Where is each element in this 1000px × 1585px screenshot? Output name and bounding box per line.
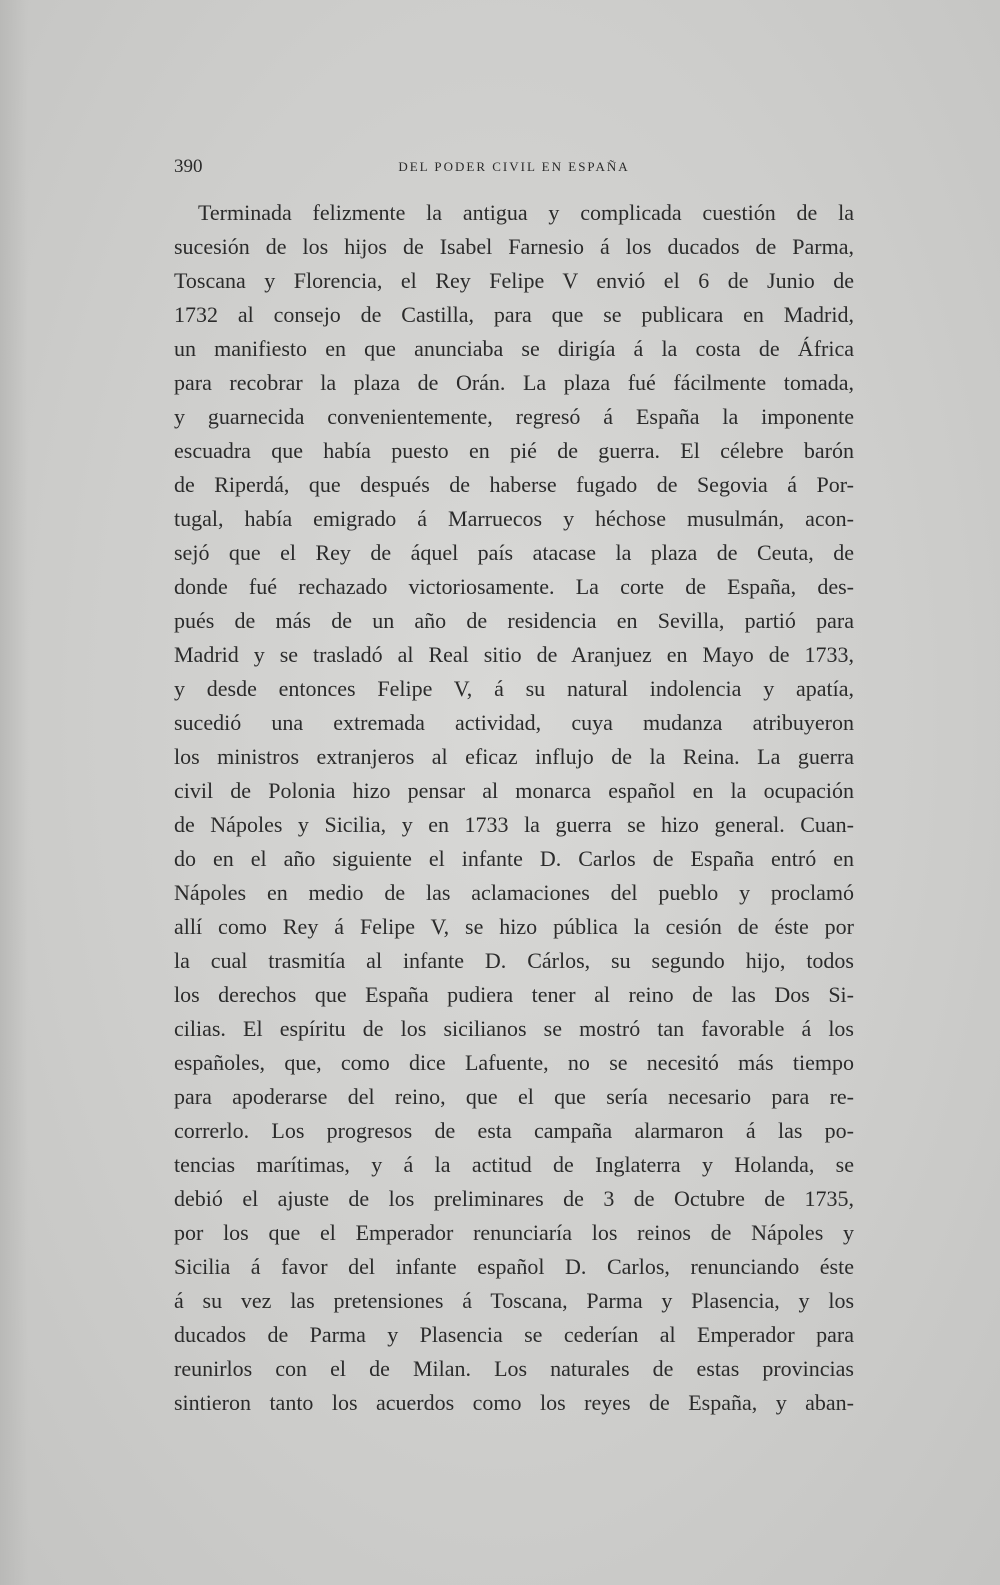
text-line: para apoderarse del reino, que el que sería necesario para re- — [174, 1084, 854, 1109]
text-line: y guarnecida convenientemente, regresó á España la imponente — [174, 404, 854, 429]
page-number: 390 — [174, 156, 203, 177]
page-gutter-shadow — [0, 0, 28, 1585]
text-line: pués de más de un año de residencia en Sevilla, partió para — [174, 608, 854, 633]
body-text — [174, 196, 854, 1420]
text-line: reunirlos con el de Milan. Los naturales de estas provincias — [174, 1356, 854, 1381]
text-line: escuadra que había puesto en pié de guerra. El célebre barón — [174, 438, 854, 463]
text-line: á su vez las pretensiones á Toscana, Parma y Plasencia, y los — [174, 1288, 854, 1313]
text-line: 1732 al consejo de Castilla, para que se publicara en Madrid, — [174, 302, 854, 327]
text-line: sintieron tanto los acuerdos como los reyes de España, y aban- — [174, 1390, 854, 1415]
text-line: do en el año siguiente el infante D. Carlos de España entró en — [174, 846, 854, 871]
text-line: españoles, que, como dice Lafuente, no se necesitó más tiempo — [174, 1050, 854, 1075]
text-line: donde fué rechazado victoriosamente. La corte de España, des- — [174, 574, 854, 599]
text-line: debió el ajuste de los preliminares de 3 de Octubre de 1735, — [174, 1186, 854, 1211]
text-line: un manifiesto en que anunciaba se dirigía á la costa de África — [174, 336, 854, 361]
text-line: Madrid y se trasladó al Real sitio de Aranjuez en Mayo de 1733, — [174, 642, 854, 667]
text-line: Sicilia á favor del infante español D. Carlos, renunciando éste — [174, 1254, 854, 1279]
text-line: cilias. El espíritu de los sicilianos se mostró tan favorable á los — [174, 1016, 854, 1041]
page-header — [174, 156, 854, 180]
text-line: de Riperdá, que después de haberse fugado de Segovia á Por- — [174, 472, 854, 497]
text-line: civil de Polonia hizo pensar al monarca español en la ocupación — [174, 778, 854, 803]
text-line: los ministros extranjeros al eficaz influjo de la Reina. La guerra — [174, 744, 854, 769]
text-line: por los que el Emperador renunciaría los reinos de Nápoles y — [174, 1220, 854, 1245]
text-line: sucedió una extremada actividad, cuya mudanza atribuyeron — [174, 710, 854, 735]
text-line: ducados de Parma y Plasencia se cederían al Emperador para — [174, 1322, 854, 1347]
text-line: sejó que el Rey de áquel país atacase la plaza de Ceuta, de — [174, 540, 854, 565]
text-line: tencias marítimas, y á la actitud de Inglaterra y Holanda, se — [174, 1152, 854, 1177]
text-line: y desde entonces Felipe V, á su natural indolencia y apatía, — [174, 676, 854, 701]
text-line: de Nápoles y Sicilia, y en 1733 la guerra se hizo general. Cuan- — [174, 812, 854, 837]
text-line: tugal, había emigrado á Marruecos y héchose musulmán, acon- — [174, 506, 854, 531]
text-line: Toscana y Florencia, el Rey Felipe V envió el 6 de Junio de — [174, 268, 854, 293]
text-line: Nápoles en medio de las aclamaciones del pueblo y proclamó — [174, 880, 854, 905]
text-line: los derechos que España pudiera tener al reino de las Dos Si- — [174, 982, 854, 1007]
text-line: sucesión de los hijos de Isabel Farnesio á los ducados de Parma, — [174, 234, 854, 259]
text-line: correrlo. Los progresos de esta campaña alarmaron á las po- — [174, 1118, 854, 1143]
running-title: DEL PODER CIVIL EN ESPAÑA — [398, 159, 630, 174]
text-line: para recobrar la plaza de Orán. La plaza fué fácilmente tomada, — [174, 370, 854, 395]
text-line: Terminada felizmente la antigua y complicada cuestión de la — [198, 200, 854, 225]
text-line: la cual trasmitía al infante D. Cárlos, su segundo hijo, todos — [174, 948, 854, 973]
text-line: allí como Rey á Felipe V, se hizo pública la cesión de éste por — [174, 914, 854, 939]
